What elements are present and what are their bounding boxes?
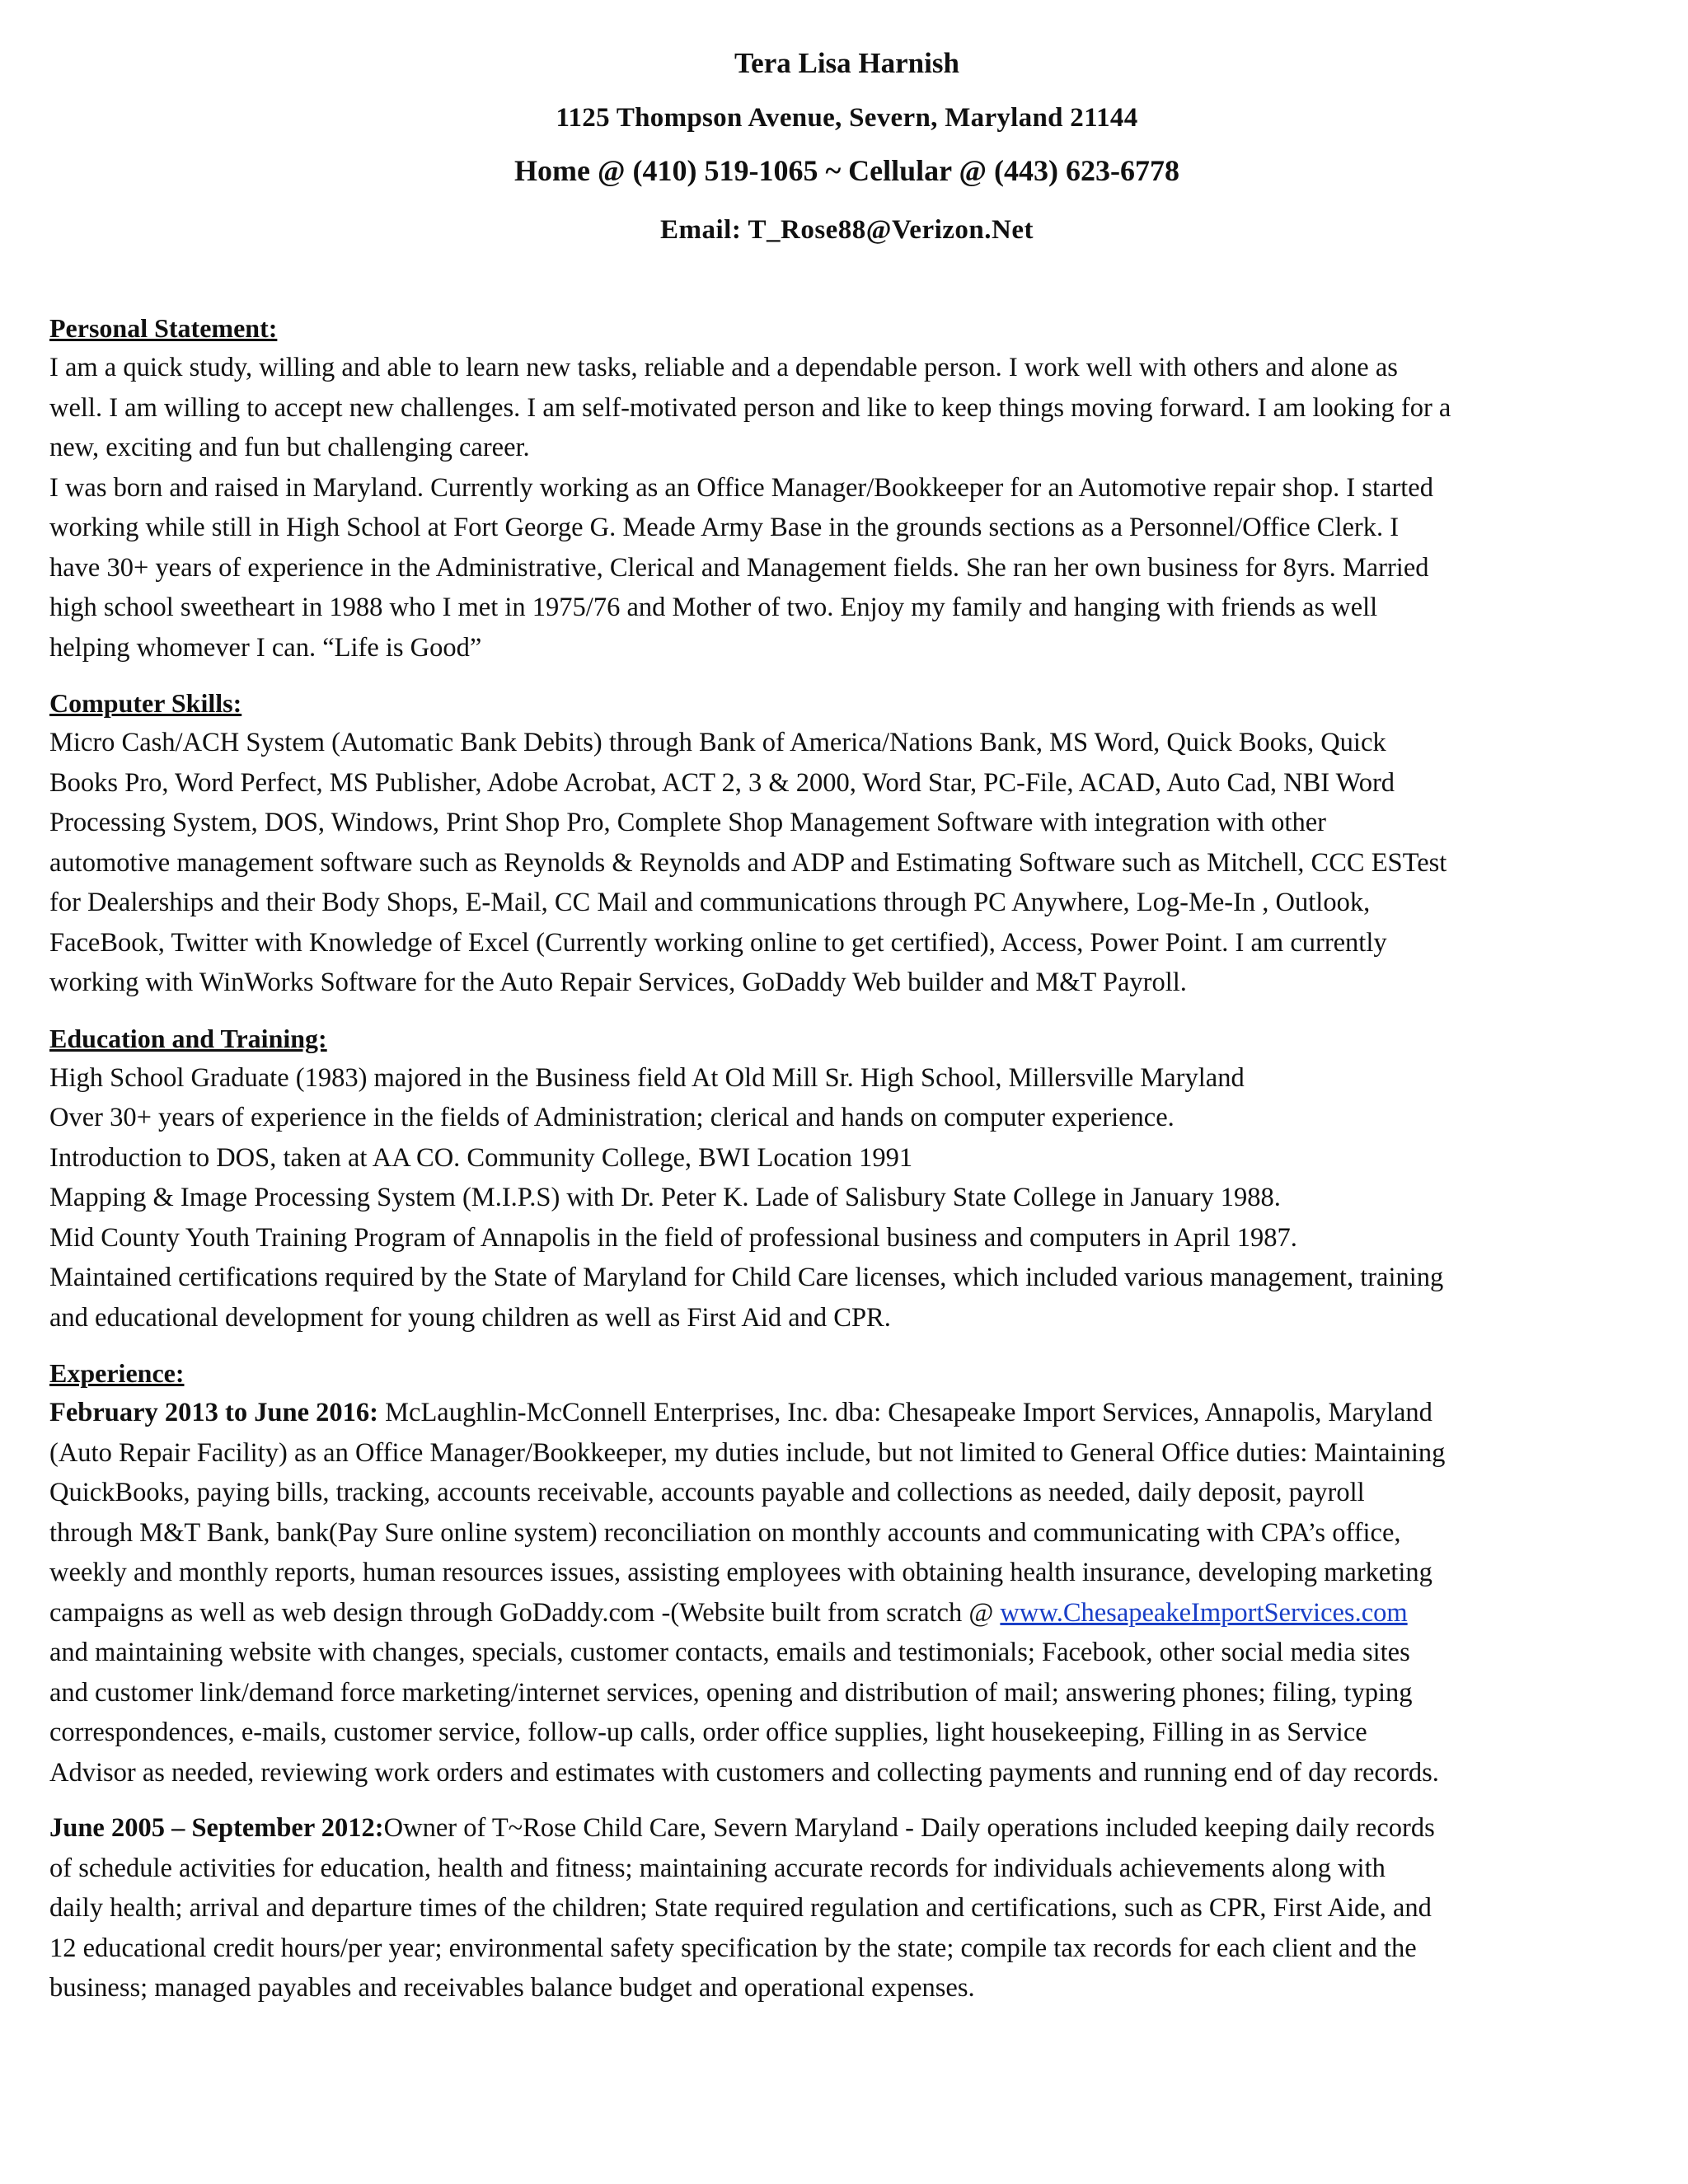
personal-statement-section — [49, 308, 1644, 668]
computer-skills-heading: Computer Skills: — [49, 688, 242, 718]
job-2-line: of schedule activities for education, health and fitness; maintaining accurate records for individuals achievements along with — [49, 1853, 1386, 1883]
job-1-line: (Auto Repair Facility) as an Office Manager/Bookkeeper, my duties include, but not limited to General Office duties: Maintaining — [49, 1437, 1446, 1468]
job-1-web-line — [49, 1593, 1644, 1633]
education-section — [49, 1019, 1644, 1338]
applicant-name: Tera Lisa Harnish — [734, 47, 959, 79]
job-1-line: through M&T Bank, bank(Pay Sure online system) reconciliation on monthly accounts and communicating with CPA’s office, — [49, 1517, 1401, 1548]
personal-statement-line: well. I am willing to accept new challenges. I am self-motivated person and like to keep things moving forward. I am looking for a — [49, 392, 1451, 423]
computer-skills-line: for Dealerships and their Body Shops, E-Mail, CC Mail and communications through PC Anywhere, Log-Me-In , Outlook, — [49, 888, 1371, 917]
job-1-first-line — [49, 1393, 1644, 1433]
computer-skills-line: Processing System, DOS, Windows, Print Shop Pro, Complete Shop Management Software with integration with other — [49, 808, 1326, 837]
website-link[interactable]: www.ChesapeakeImportServices.com — [1000, 1597, 1408, 1628]
experience-section — [49, 1353, 1644, 2008]
resume-page — [49, 43, 1644, 2008]
applicant-address: 1125 Thompson Avenue, Severn, Maryland 21144 — [556, 103, 1138, 133]
computer-skills-line: FaceBook, Twitter with Knowledge of Excel (Currently working online to get certified), Access, Power Point. I am currently — [49, 927, 1387, 958]
education-line: and educational development for young children as well as First Aid and CPR. — [49, 1302, 891, 1333]
job-1-dates: February 2013 to June 2016: — [49, 1398, 378, 1427]
education-line: Introduction to DOS, taken at AA CO. Community College, BWI Location 1991 — [49, 1142, 913, 1173]
education-line: Over 30+ years of experience in the fields of Administration; clerical and hands on computer experience. — [49, 1103, 1175, 1132]
education-line: High School Graduate (1983) majored in the Business field At Old Mill Sr. High School, Millersville Maryland — [49, 1062, 1245, 1093]
education-line: Mid County Youth Training Program of Annapolis in the field of professional business and computers in April 1987. — [49, 1222, 1297, 1253]
job-2-line: daily health; arrival and departure times of the children; State required regulation and certifications, such as CPR, First Aide, and — [49, 1893, 1432, 1923]
personal-statement-line: new, exciting and fun but challenging career. — [49, 433, 530, 462]
job-1-line: Advisor as needed, reviewing work orders and estimates with customers and collecting payments and running end of day records. — [49, 1757, 1439, 1788]
personal-statement-line: have 30+ years of experience in the Administrative, Clerical and Management fields. She ran her own business for 8yrs. Married — [49, 552, 1429, 583]
personal-statement-line: I was born and raised in Maryland. Currently working as an Office Manager/Bookkeeper for an Automotive repair shop. I started — [49, 472, 1433, 503]
computer-skills-section — [49, 683, 1644, 1003]
personal-statement-heading: Personal Statement: — [49, 313, 278, 343]
personal-statement-line: working while still in High School at Fort George G. Meade Army Base in the grounds sections as a Personnel/Office Clerk. I — [49, 513, 1400, 542]
job-2-line: business; managed payables and receivables balance budget and operational expenses. — [49, 1973, 975, 2003]
education-line: Maintained certifications required by the State of Maryland for Child Care licenses, which included various management, training — [49, 1263, 1444, 1292]
job-2-dates: June 2005 – September 2012: — [49, 1813, 384, 1843]
resume-header — [49, 43, 1644, 251]
personal-statement-line: helping whomever I can. “Life is Good” — [49, 632, 482, 663]
computer-skills-line: automotive management software such as Reynolds & Reynolds and ADP and Estimating Software such as Mitchell, CCC ESTest — [49, 847, 1447, 878]
job-2-first-line — [49, 1808, 1644, 1849]
education-heading: Education and Training: — [49, 1023, 327, 1053]
job-1-line: and customer link/demand force marketing/internet services, opening and distribution of mail; answering phones; filing, typing — [49, 1677, 1413, 1708]
applicant-phones: Home @ (410) 519-1065 ~ Cellular @ (443) 623-6778 — [514, 154, 1179, 187]
job-1-web-prefix: campaigns as well as web design through GoDaddy.com -(Website built from scratch @ — [49, 1597, 1001, 1628]
personal-statement-line: I am a quick study, willing and able to learn new tasks, reliable and a dependable person. I work well with others and alone as — [49, 353, 1398, 382]
job-1-line: correspondences, e-mails, customer service, follow-up calls, order office supplies, light housekeeping, Filling in as Service — [49, 1718, 1367, 1747]
education-line: Mapping & Image Processing System (M.I.P.S) with Dr. Peter K. Lade of Salisbury State College in January 1988. — [49, 1183, 1281, 1212]
computer-skills-line: Micro Cash/ACH System (Automatic Bank Debits) through Bank of America/Nations Bank, MS Word, Quick Books, Quick — [49, 728, 1386, 757]
job-1-line: QuickBooks, paying bills, tracking, accounts receivable, accounts payable and collections as needed, daily deposit, payroll — [49, 1478, 1365, 1507]
personal-statement-line: high school sweetheart in 1988 who I met in 1975/76 and Mother of two. Enjoy my family and hanging with friends as well — [49, 593, 1378, 622]
job-2-employer: Owner of T~Rose Child Care, Severn Maryland - Daily operations included keeping daily records — [383, 1813, 1435, 1843]
job-1-line: and maintaining website with changes, specials, customer contacts, emails and testimonials; Facebook, other social media sites — [49, 1638, 1410, 1667]
job-1-line: weekly and monthly reports, human resources issues, assisting employees with obtaining health insurance, developing marketing — [49, 1558, 1432, 1587]
job-1-employer: McLaughlin-McConnell Enterprises, Inc. dba: Chesapeake Import Services, Annapolis, Maryland — [378, 1398, 1432, 1427]
job-2-line: 12 educational credit hours/per year; environmental safety specification by the state; compile tax records for each client and the — [49, 1933, 1417, 1963]
computer-skills-line: Books Pro, Word Perfect, MS Publisher, Adobe Acrobat, ACT 2, 3 & 2000, Word Star, PC-File, ACAD, Auto Cad, NBI Word — [49, 767, 1395, 798]
experience-heading: Experience: — [49, 1358, 185, 1388]
computer-skills-line: working with WinWorks Software for the Auto Repair Services, GoDaddy Web builder and M&T Payroll. — [49, 968, 1187, 997]
applicant-email: Email: T_Rose88@Verizon.Net — [660, 215, 1034, 245]
